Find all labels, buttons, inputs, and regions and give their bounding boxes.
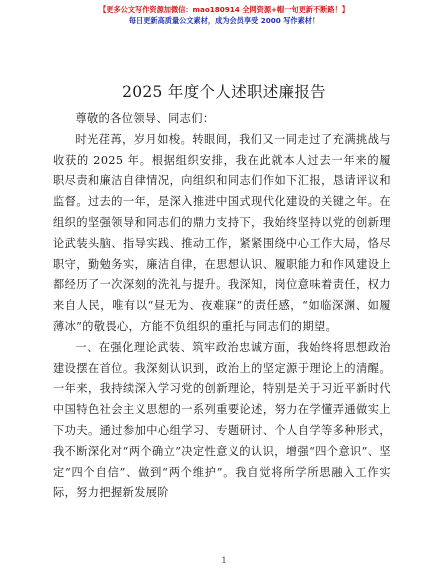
promo-banner-line-2: 每日更新高质量公文素材，成为会员享受 2000 写作素材！	[128, 16, 320, 25]
promo-banner	[0, 4, 448, 26]
promo-banner-line-1: 【更多公文写作资源加微信：mao180914 全网资源+帽一旬更新不断路！】	[99, 5, 349, 14]
paragraph-section-1: 一、在强化理论武装、筑牢政治忠诚方面，我始终将思想政治建设摆在首位。我深刻认识到，政治上的坚定源于理论上的清醒。一年来，我持续深入学习党的创新理论，特别是关于习近平新时代中国特色社会主义思想的一系列重要论述，努力在学懂弄通做实上下功夫。通过参加中心组学习、专题研讨、个人自学等多种形式，我不断深化对“两个确立”决定性意义的认识，增强“四个意识”、坚定“四个自信”、做到“两个维护”。我自觉将所学所思融入工作实际，努力把握新发展阶	[53, 340, 391, 500]
page-number: 1	[221, 556, 227, 565]
paragraph-intro: 时光荏苒，岁月如梭。转眼间，我们又一同走过了充满挑战与收获的 2025 年。根据组织安排，我在此就本人过去一年来的履职尽责和廉洁自律情况，向组织和同志们作如下汇报，恳请评议和监督。过去的一年，是深入推进中国式现代化建设的关键之年。在组织的坚强领导和同志们的鼎力支持下，我始终坚持以党的创新理论武装头脑、指导实践、推动工作，紧紧围绕中心工作大局，恪尽职守，勤勉务实，廉洁自律，在思想认识、履职能力和作风建设上都经历了一次深刻的洗礼与提升。我深知，岗位意味着责任，权力来自人民，唯有以“昼无为、夜难寐”的责任感，“如临深渊、如履薄冰”的敬畏心，方能不负组织的重托与同志们的期望。	[53, 132, 391, 333]
document-title: 2025 年度个人述职述廉报告	[122, 83, 326, 101]
salutation: 尊敬的各位领导、同志们：	[75, 112, 215, 125]
document-body	[53, 109, 391, 504]
